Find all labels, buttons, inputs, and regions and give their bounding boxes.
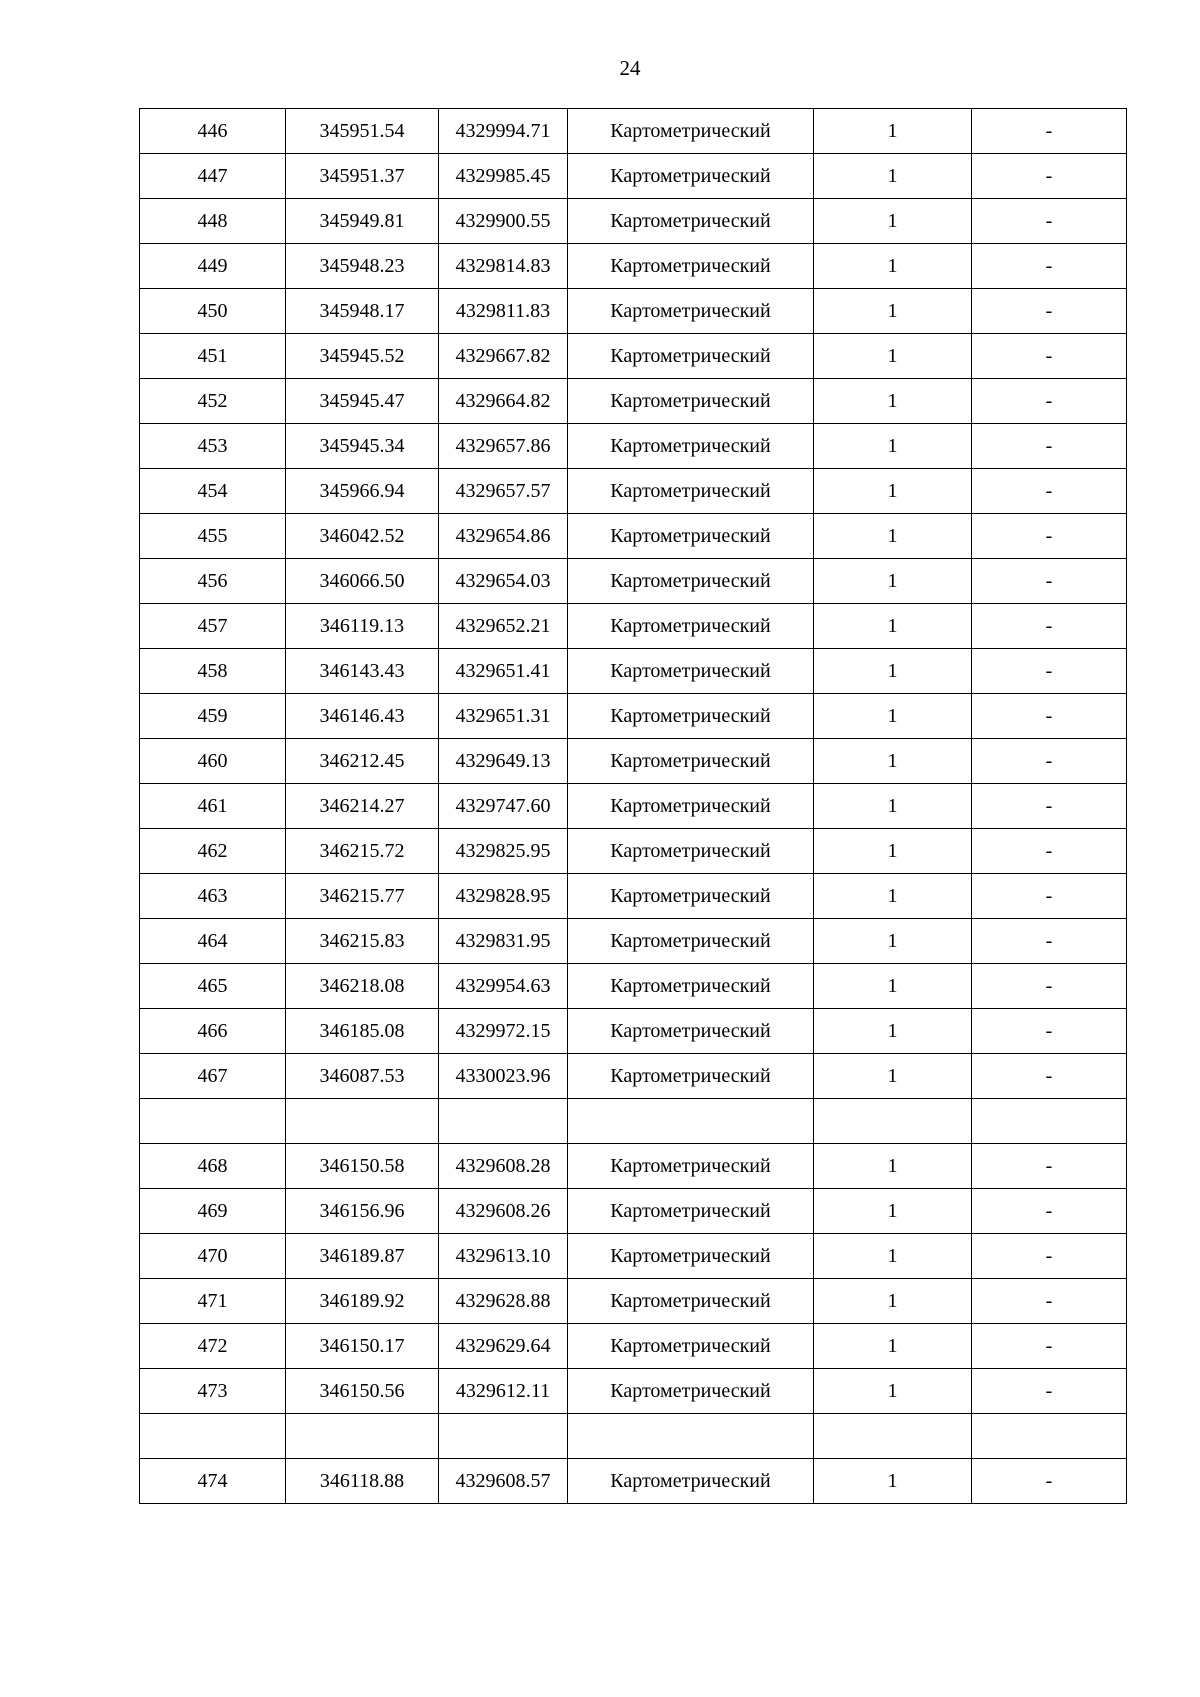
table-row: [140, 469, 1127, 514]
note-cell: -: [972, 1054, 1127, 1099]
accuracy-cell: 1: [814, 1009, 972, 1054]
note-cell: -: [972, 199, 1127, 244]
x-coordinate-cell: 346214.27: [286, 784, 439, 829]
accuracy-cell: 1: [814, 649, 972, 694]
x-coordinate-cell: 346150.58: [286, 1144, 439, 1189]
table-row: [140, 649, 1127, 694]
note-cell: -: [972, 1189, 1127, 1234]
method-cell: Картометрический: [568, 469, 814, 514]
method-cell: Картометрический: [568, 154, 814, 199]
note-cell: -: [972, 1144, 1127, 1189]
method-cell: Картометрический: [568, 604, 814, 649]
point-number-cell: 467: [140, 1054, 286, 1099]
method-cell: [568, 1414, 814, 1459]
accuracy-cell: 1: [814, 199, 972, 244]
accuracy-cell: 1: [814, 1189, 972, 1234]
y-coordinate-cell: 4329651.31: [439, 694, 568, 739]
method-cell: Картометрический: [568, 964, 814, 1009]
x-coordinate-cell: 345948.23: [286, 244, 439, 289]
y-coordinate-cell: 4329608.28: [439, 1144, 568, 1189]
table-row: [140, 919, 1127, 964]
x-coordinate-cell: 345945.34: [286, 424, 439, 469]
y-coordinate-cell: 4329649.13: [439, 739, 568, 784]
method-cell: Картометрический: [568, 1144, 814, 1189]
point-number-cell: 463: [140, 874, 286, 919]
note-cell: -: [972, 649, 1127, 694]
method-cell: Картометрический: [568, 109, 814, 154]
table-row: [140, 154, 1127, 199]
method-cell: Картометрический: [568, 289, 814, 334]
accuracy-cell: 1: [814, 379, 972, 424]
method-cell: Картометрический: [568, 379, 814, 424]
note-cell: -: [972, 694, 1127, 739]
note-cell: -: [972, 514, 1127, 559]
accuracy-cell: 1: [814, 1459, 972, 1504]
y-coordinate-cell: [439, 1414, 568, 1459]
x-coordinate-cell: 345949.81: [286, 199, 439, 244]
point-number-cell: 450: [140, 289, 286, 334]
table-row: [140, 1324, 1127, 1369]
x-coordinate-cell: 346218.08: [286, 964, 439, 1009]
x-coordinate-cell: 345951.37: [286, 154, 439, 199]
accuracy-cell: 1: [814, 919, 972, 964]
note-cell: [972, 1414, 1127, 1459]
note-cell: -: [972, 109, 1127, 154]
accuracy-cell: 1: [814, 289, 972, 334]
table-row: [140, 379, 1127, 424]
method-cell: Картометрический: [568, 199, 814, 244]
x-coordinate-cell: [286, 1414, 439, 1459]
y-coordinate-cell: 4329657.86: [439, 424, 568, 469]
table-row: [140, 199, 1127, 244]
note-cell: -: [972, 964, 1127, 1009]
method-cell: Картометрический: [568, 874, 814, 919]
point-number-cell: 453: [140, 424, 286, 469]
table-row: [140, 1144, 1127, 1189]
point-number-cell: 462: [140, 829, 286, 874]
point-number-cell: 472: [140, 1324, 286, 1369]
point-number-cell: 471: [140, 1279, 286, 1324]
point-number-cell: 466: [140, 1009, 286, 1054]
accuracy-cell: 1: [814, 1144, 972, 1189]
accuracy-cell: 1: [814, 514, 972, 559]
method-cell: Картометрический: [568, 784, 814, 829]
method-cell: Картометрический: [568, 424, 814, 469]
x-coordinate-cell: 346156.96: [286, 1189, 439, 1234]
y-coordinate-cell: 4329608.26: [439, 1189, 568, 1234]
point-number-cell: 455: [140, 514, 286, 559]
table-row: [140, 874, 1127, 919]
method-cell: Картометрический: [568, 514, 814, 559]
table-row: [140, 514, 1127, 559]
accuracy-cell: 1: [814, 469, 972, 514]
y-coordinate-cell: 4329608.57: [439, 1459, 568, 1504]
point-number-cell: 452: [140, 379, 286, 424]
note-cell: -: [972, 919, 1127, 964]
table-row: [140, 1054, 1127, 1099]
table-row: [140, 694, 1127, 739]
method-cell: Картометрический: [568, 334, 814, 379]
note-cell: -: [972, 739, 1127, 784]
method-cell: Картометрический: [568, 1279, 814, 1324]
accuracy-cell: 1: [814, 1054, 972, 1099]
accuracy-cell: [814, 1414, 972, 1459]
x-coordinate-cell: 346185.08: [286, 1009, 439, 1054]
note-cell: [972, 1099, 1127, 1144]
accuracy-cell: 1: [814, 424, 972, 469]
note-cell: -: [972, 1009, 1127, 1054]
x-coordinate-cell: 346042.52: [286, 514, 439, 559]
method-cell: Картометрический: [568, 1234, 814, 1279]
method-cell: Картометрический: [568, 1459, 814, 1504]
point-number-cell: 447: [140, 154, 286, 199]
x-coordinate-cell: 346150.56: [286, 1369, 439, 1414]
point-number-cell: 457: [140, 604, 286, 649]
x-coordinate-cell: 346215.72: [286, 829, 439, 874]
x-coordinate-cell: 346212.45: [286, 739, 439, 784]
y-coordinate-cell: 4329629.64: [439, 1324, 568, 1369]
y-coordinate-cell: 4329664.82: [439, 379, 568, 424]
accuracy-cell: 1: [814, 1369, 972, 1414]
note-cell: -: [972, 244, 1127, 289]
y-coordinate-cell: 4330023.96: [439, 1054, 568, 1099]
y-coordinate-cell: 4329612.11: [439, 1369, 568, 1414]
x-coordinate-cell: 346143.43: [286, 649, 439, 694]
point-number-cell: [140, 1414, 286, 1459]
accuracy-cell: 1: [814, 964, 972, 1009]
accuracy-cell: 1: [814, 1234, 972, 1279]
x-coordinate-cell: 346087.53: [286, 1054, 439, 1099]
method-cell: Картометрический: [568, 1189, 814, 1234]
y-coordinate-cell: 4329652.21: [439, 604, 568, 649]
point-number-cell: 473: [140, 1369, 286, 1414]
table-row: [140, 559, 1127, 604]
table-row: [140, 1459, 1127, 1504]
point-number-cell: 474: [140, 1459, 286, 1504]
note-cell: -: [972, 559, 1127, 604]
note-cell: -: [972, 154, 1127, 199]
note-cell: -: [972, 424, 1127, 469]
y-coordinate-cell: 4329811.83: [439, 289, 568, 334]
method-cell: Картометрический: [568, 1009, 814, 1054]
method-cell: [568, 1099, 814, 1144]
method-cell: Картометрический: [568, 1369, 814, 1414]
y-coordinate-cell: 4329747.60: [439, 784, 568, 829]
accuracy-cell: 1: [814, 829, 972, 874]
note-cell: -: [972, 784, 1127, 829]
x-coordinate-cell: 346150.17: [286, 1324, 439, 1369]
y-coordinate-cell: 4329994.71: [439, 109, 568, 154]
y-coordinate-cell: 4329651.41: [439, 649, 568, 694]
table-row: [140, 829, 1127, 874]
table-row: [140, 244, 1127, 289]
table-row: [140, 784, 1127, 829]
accuracy-cell: 1: [814, 1279, 972, 1324]
x-coordinate-cell: 346146.43: [286, 694, 439, 739]
method-cell: Картометрический: [568, 694, 814, 739]
table-row: [140, 1189, 1127, 1234]
y-coordinate-cell: 4329814.83: [439, 244, 568, 289]
point-number-cell: 460: [140, 739, 286, 784]
note-cell: -: [972, 1459, 1127, 1504]
point-number-cell: [140, 1099, 286, 1144]
note-cell: -: [972, 1234, 1127, 1279]
note-cell: -: [972, 379, 1127, 424]
accuracy-cell: 1: [814, 1324, 972, 1369]
y-coordinate-cell: 4329972.15: [439, 1009, 568, 1054]
method-cell: Картометрический: [568, 649, 814, 694]
x-coordinate-cell: 345948.17: [286, 289, 439, 334]
note-cell: -: [972, 334, 1127, 379]
point-number-cell: 461: [140, 784, 286, 829]
x-coordinate-cell: 346215.83: [286, 919, 439, 964]
note-cell: -: [972, 604, 1127, 649]
accuracy-cell: 1: [814, 874, 972, 919]
note-cell: -: [972, 1324, 1127, 1369]
accuracy-cell: 1: [814, 154, 972, 199]
point-number-cell: 446: [140, 109, 286, 154]
page-number: 24: [619, 56, 641, 80]
accuracy-cell: 1: [814, 109, 972, 154]
y-coordinate-cell: 4329654.03: [439, 559, 568, 604]
point-number-cell: 449: [140, 244, 286, 289]
table-row: [140, 109, 1127, 154]
x-coordinate-cell: 346215.77: [286, 874, 439, 919]
accuracy-cell: 1: [814, 559, 972, 604]
y-coordinate-cell: 4329657.57: [439, 469, 568, 514]
point-number-cell: 470: [140, 1234, 286, 1279]
x-coordinate-cell: 346118.88: [286, 1459, 439, 1504]
table-row: [140, 1279, 1127, 1324]
y-coordinate-cell: [439, 1099, 568, 1144]
method-cell: Картометрический: [568, 1054, 814, 1099]
table-row: [140, 964, 1127, 1009]
y-coordinate-cell: 4329828.95: [439, 874, 568, 919]
y-coordinate-cell: 4329613.10: [439, 1234, 568, 1279]
table-row: [140, 1009, 1127, 1054]
table-row: [140, 334, 1127, 379]
point-number-cell: 448: [140, 199, 286, 244]
x-coordinate-cell: 345945.47: [286, 379, 439, 424]
point-number-cell: 451: [140, 334, 286, 379]
table-row: [140, 1234, 1127, 1279]
point-number-cell: 465: [140, 964, 286, 1009]
point-number-cell: 454: [140, 469, 286, 514]
x-coordinate-cell: 345945.52: [286, 334, 439, 379]
note-cell: -: [972, 829, 1127, 874]
y-coordinate-cell: 4329900.55: [439, 199, 568, 244]
point-number-cell: 464: [140, 919, 286, 964]
x-coordinate-cell: 346189.92: [286, 1279, 439, 1324]
x-coordinate-cell: 345966.94: [286, 469, 439, 514]
point-number-cell: 468: [140, 1144, 286, 1189]
x-coordinate-cell: 345951.54: [286, 109, 439, 154]
accuracy-cell: 1: [814, 604, 972, 649]
table-row: [140, 604, 1127, 649]
method-cell: Картометрический: [568, 829, 814, 874]
note-cell: -: [972, 1279, 1127, 1324]
x-coordinate-cell: 346119.13: [286, 604, 439, 649]
accuracy-cell: 1: [814, 739, 972, 784]
note-cell: -: [972, 289, 1127, 334]
y-coordinate-cell: 4329825.95: [439, 829, 568, 874]
y-coordinate-cell: 4329831.95: [439, 919, 568, 964]
point-number-cell: 458: [140, 649, 286, 694]
point-number-cell: 456: [140, 559, 286, 604]
method-cell: Картометрический: [568, 1324, 814, 1369]
point-number-cell: 469: [140, 1189, 286, 1234]
table-row: [140, 1414, 1127, 1459]
accuracy-cell: 1: [814, 784, 972, 829]
x-coordinate-cell: 346066.50: [286, 559, 439, 604]
point-number-cell: 459: [140, 694, 286, 739]
x-coordinate-cell: 346189.87: [286, 1234, 439, 1279]
table-row: [140, 739, 1127, 784]
accuracy-cell: 1: [814, 244, 972, 289]
y-coordinate-cell: 4329654.86: [439, 514, 568, 559]
x-coordinate-cell: [286, 1099, 439, 1144]
note-cell: -: [972, 469, 1127, 514]
accuracy-cell: 1: [814, 334, 972, 379]
coordinates-table: [139, 108, 1127, 1504]
accuracy-cell: 1: [814, 694, 972, 739]
method-cell: Картометрический: [568, 919, 814, 964]
accuracy-cell: [814, 1099, 972, 1144]
note-cell: -: [972, 1369, 1127, 1414]
table-row: [140, 424, 1127, 469]
method-cell: Картометрический: [568, 739, 814, 784]
method-cell: Картометрический: [568, 244, 814, 289]
table-row: [140, 289, 1127, 334]
coordinates-table-body: [140, 109, 1127, 1504]
table-row: [140, 1099, 1127, 1144]
y-coordinate-cell: 4329954.63: [439, 964, 568, 1009]
y-coordinate-cell: 4329985.45: [439, 154, 568, 199]
note-cell: -: [972, 874, 1127, 919]
table-row: [140, 1369, 1127, 1414]
method-cell: Картометрический: [568, 559, 814, 604]
y-coordinate-cell: 4329628.88: [439, 1279, 568, 1324]
y-coordinate-cell: 4329667.82: [439, 334, 568, 379]
